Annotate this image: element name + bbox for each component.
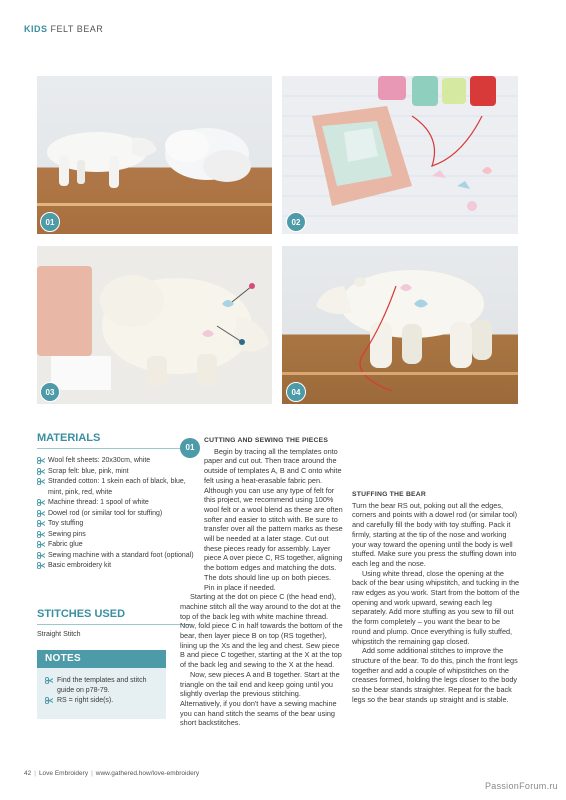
photo-4	[282, 246, 518, 404]
watermark: PassionForum.ru	[484, 781, 558, 791]
photo-4-number: 04	[286, 382, 306, 402]
materials-list	[37, 456, 197, 572]
notes-title: NOTES	[37, 650, 166, 668]
photo-3-number: 03	[40, 382, 60, 402]
stitches-divider	[37, 624, 192, 625]
list-item: Dowel rod (or similar tool for stuffing)	[37, 509, 197, 520]
photo-1	[37, 76, 272, 234]
stitches-text: Straight Stitch	[37, 631, 81, 638]
photo-1-number: 01	[40, 212, 60, 232]
photo-2-number: 02	[286, 212, 306, 232]
scissors-icon	[37, 478, 45, 490]
stuffing-title: STUFFING THE BEAR	[352, 491, 427, 498]
step-number-badge: 01	[180, 438, 200, 458]
list-item: Basic embroidery kit	[37, 561, 197, 572]
photo-2-illustration	[282, 76, 518, 234]
list-item: Machine thread: 1 spool of white	[37, 498, 197, 509]
section-header	[24, 24, 103, 34]
scissors-icon	[37, 562, 45, 574]
list-item: Scrap felt: blue, pink, mint	[37, 467, 197, 478]
step-1-paragraph-1: Begin by tracing all the templates onto paper and cut out. Then trace around the outside of templates A, B and C onto white felt using a heat-erasable fabric pen. Although you can use any type of felt for this project, we recommend using 100% wool felt or a wool blend as these are often softer and easier to stitch with. Be sure to transfer over all the pattern marks as these will be needed at a later stage. Cut out these pieces ready for assembly. Layer piece A over piece C, RS together, aligning the bottom edges and matching the dots. The dots should line up on both pieces. Pin in place if needed.	[204, 446, 343, 592]
list-item: Wool felt sheets: 20x30cm, white	[37, 456, 197, 467]
list-item: Find the templates and stitch guide on p78-79.	[45, 676, 158, 696]
materials-title: MATERIALS	[37, 432, 101, 444]
page-title: FELT BEAR	[50, 24, 104, 34]
stuffing-paragraph-2: Using white thread, close the opening at the back of the bear using whipstitch, and tucking in the raw edges as you work. Start from the bottom of the opening and work upward, sewing each leg separately. Add more stuffing as you sew to fill out the form completely – you want the bear to be round and plump. Once everything is fully stuffed, whipstitch the remaining gap closed.	[352, 568, 520, 646]
instructions-column-2	[352, 490, 520, 704]
step-1-title: CUTTING AND SEWING THE PIECES	[204, 437, 329, 444]
notes-box	[37, 650, 166, 719]
page-footer: 42 | Love Embroidery | www.gathered.how/love-embroidery	[24, 770, 200, 777]
photo-3-illustration	[37, 246, 272, 404]
step-1-paragraph-3: Now, sew pieces A and B together. Start at the triangle on the tail end and keep going until you slightly overlap the previous stitching. Alternatively, if you don't have a sewing machine you can hand stitch the seams of the bear using short backstitches.	[180, 669, 340, 728]
materials-divider	[37, 448, 192, 449]
stuffing-paragraph-3: Add some additional stitches to improve the structure of the bear. To do this, pinch the front legs together and add a couple of whipstitches on the creases formed, holding the legs closer to the body so the bear stands straighter. Repeat for the back legs so the bear stands up straight and is stable.	[352, 646, 518, 704]
stitches-title: STITCHES USED	[37, 608, 126, 620]
photo-4-illustration	[282, 246, 518, 404]
photo-2	[282, 76, 518, 234]
list-item: Toy stuffing	[37, 519, 197, 530]
step-1-paragraph-2: Starting at the dot on piece C (the head end), machine stitch all the way around to the dot at the top of the back leg with white machine thread. Now, fold piece C in half towards the bottom of the bear, then layer piece B on top (RS together), lining up the Xs and the leg and chest. Sew piece B and piece C together, starting at the X at the top of the back leg and sewing to the X at the head.	[180, 592, 343, 670]
instructions-column-1	[180, 436, 343, 728]
page-number: 42	[24, 770, 32, 777]
scissors-icon	[45, 677, 53, 688]
list-item: RS = right side(s).	[45, 696, 158, 706]
scissors-icon	[45, 697, 53, 708]
photo-3	[37, 246, 272, 404]
stuffing-paragraph-1: Turn the bear RS out, poking out all the edges, corners and points with a dowel rod (or similar tool) and carefully fill the body with toy stuffing. Pack it firmly, starting at the tip of the nose and working your way toward the opening until the body is well stuffed. Make sure you press the stuffing down into each leg and the nose.	[352, 500, 518, 568]
list-item: Stranded cotton: 1 skein each of black, blue, mint, pink, red, white	[37, 477, 197, 498]
magazine-name: Love Embroidery	[38, 770, 89, 777]
list-item: Sewing pins	[37, 530, 197, 541]
magazine-url: www.gathered.how/love-embroidery	[95, 770, 200, 777]
notes-list	[37, 668, 166, 706]
list-item: Sewing machine with a standard foot (optional)	[37, 551, 197, 562]
list-item: Fabric glue	[37, 540, 197, 551]
section-label: KIDS	[24, 24, 48, 34]
photo-1-illustration	[37, 76, 272, 234]
